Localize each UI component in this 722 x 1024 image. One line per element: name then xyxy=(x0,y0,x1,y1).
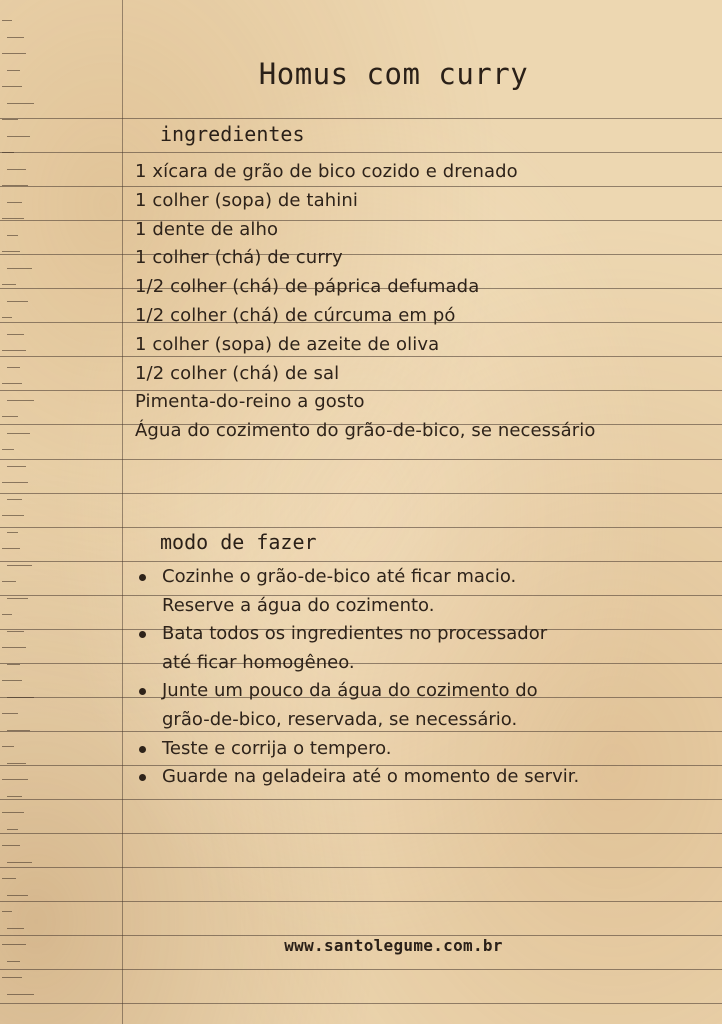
edge-mark xyxy=(7,334,24,335)
ingredient-item: 1 colher (chá) de curry xyxy=(135,247,343,269)
ruled-line xyxy=(0,118,722,119)
edge-mark xyxy=(7,433,30,434)
ruled-line xyxy=(0,969,722,970)
edge-mark xyxy=(2,515,24,516)
edge-mark xyxy=(2,746,14,747)
edge-mark xyxy=(2,119,18,120)
edge-mark xyxy=(7,532,18,533)
step-text: grão-de-bico, reservada, se necessário. xyxy=(162,708,518,730)
edge-mark xyxy=(2,20,12,21)
edge-mark xyxy=(7,796,22,797)
method-step xyxy=(138,563,579,620)
edge-mark xyxy=(2,416,18,417)
edge-mark xyxy=(2,185,28,186)
edge-mark xyxy=(2,284,16,285)
edge-mark xyxy=(7,37,24,38)
step-text: Guarde na geladeira até o momento de servir. xyxy=(162,766,580,788)
margin-line xyxy=(122,0,123,1024)
ruled-line xyxy=(0,1003,722,1004)
edge-mark xyxy=(2,152,14,153)
edge-mark xyxy=(7,994,34,995)
edge-mark xyxy=(2,482,28,483)
edge-mark xyxy=(7,202,22,203)
edge-mark xyxy=(7,730,30,731)
edge-mark xyxy=(7,301,28,302)
edge-mark xyxy=(2,878,16,879)
edge-mark xyxy=(2,548,20,549)
ingredient-item: Água do cozimento do grão-de-bico, se necessário xyxy=(135,420,596,442)
ruled-line xyxy=(0,799,722,800)
ruled-line xyxy=(0,833,722,834)
ruled-line xyxy=(0,152,722,153)
ruled-line xyxy=(0,459,722,460)
edge-mark xyxy=(2,779,28,780)
edge-mark xyxy=(2,251,20,252)
recipe-title: Homus com curry xyxy=(258,57,529,91)
edge-mark xyxy=(7,268,32,269)
edge-mark xyxy=(7,103,34,104)
bullet-icon xyxy=(139,631,146,638)
step-text: Reserve a água do cozimento. xyxy=(162,594,435,616)
ingredients-list xyxy=(135,158,596,446)
edge-mark xyxy=(2,317,12,318)
edge-mark xyxy=(7,697,34,698)
edge-mark xyxy=(2,383,22,384)
edge-mark xyxy=(2,845,20,846)
edge-mark xyxy=(7,862,32,863)
edge-mark xyxy=(7,664,20,665)
edge-mark xyxy=(7,961,20,962)
ingredients-heading: ingredientes xyxy=(160,122,305,146)
edge-mark xyxy=(7,235,18,236)
edge-mark xyxy=(2,449,14,450)
torn-edge-marks xyxy=(0,0,40,1024)
method-heading: modo de fazer xyxy=(160,530,317,554)
ingredient-item: 1/2 colher (chá) de páprica defumada xyxy=(135,276,480,298)
ruled-line xyxy=(0,527,722,528)
ruled-line xyxy=(0,867,722,868)
bullet-icon xyxy=(139,774,146,781)
edge-mark xyxy=(7,400,34,401)
ingredient-item: 1/2 colher (chá) de sal xyxy=(135,362,340,384)
edge-mark xyxy=(2,911,12,912)
edge-mark xyxy=(7,169,26,170)
ingredient-item: 1 dente de alho xyxy=(135,218,279,240)
edge-mark xyxy=(2,581,16,582)
edge-mark xyxy=(7,829,18,830)
step-text: Junte um pouco da água do cozimento do xyxy=(162,680,538,702)
website-url: www.santolegume.com.br xyxy=(284,936,503,955)
edge-mark xyxy=(2,647,26,648)
bullet-icon xyxy=(139,574,146,581)
edge-mark xyxy=(7,367,20,368)
bullet-icon xyxy=(139,746,146,753)
bullet-icon xyxy=(139,688,146,695)
step-text: Teste e corrija o tempero. xyxy=(162,737,392,759)
step-text: Bata todos os ingredientes no processador xyxy=(162,623,548,645)
edge-mark xyxy=(2,350,26,351)
edge-mark xyxy=(7,499,22,500)
ruled-line xyxy=(0,493,722,494)
edge-mark xyxy=(2,53,26,54)
edge-mark xyxy=(7,928,24,929)
method-step xyxy=(138,620,579,677)
ingredient-item: 1 colher (sopa) de tahini xyxy=(135,189,358,211)
edge-mark xyxy=(2,812,24,813)
method-step xyxy=(138,763,579,792)
edge-mark xyxy=(7,598,28,599)
edge-mark xyxy=(2,218,24,219)
ingredient-item: 1 colher (sopa) de azeite de oliva xyxy=(135,333,440,355)
ruled-line xyxy=(0,901,722,902)
edge-mark xyxy=(7,466,26,467)
edge-mark xyxy=(2,614,12,615)
step-text: Cozinhe o grão-de-bico até ficar macio. xyxy=(162,566,517,587)
step-text: até ficar homogêneo. xyxy=(162,651,355,673)
method-steps-list xyxy=(138,563,579,792)
edge-mark xyxy=(2,713,18,714)
method-step xyxy=(138,677,579,734)
edge-mark xyxy=(7,565,32,566)
edge-mark xyxy=(7,631,24,632)
ingredient-item: Pimenta-do-reino a gosto xyxy=(135,391,365,413)
edge-mark xyxy=(7,763,26,764)
ingredient-item: 1/2 colher (chá) de cúrcuma em pó xyxy=(135,304,456,326)
edge-mark xyxy=(7,895,28,896)
edge-mark xyxy=(2,977,22,978)
edge-mark xyxy=(2,680,22,681)
ingredient-item: 1 xícara de grão de bico cozido e drenado xyxy=(135,161,518,182)
method-step xyxy=(138,735,579,764)
edge-mark xyxy=(7,136,30,137)
